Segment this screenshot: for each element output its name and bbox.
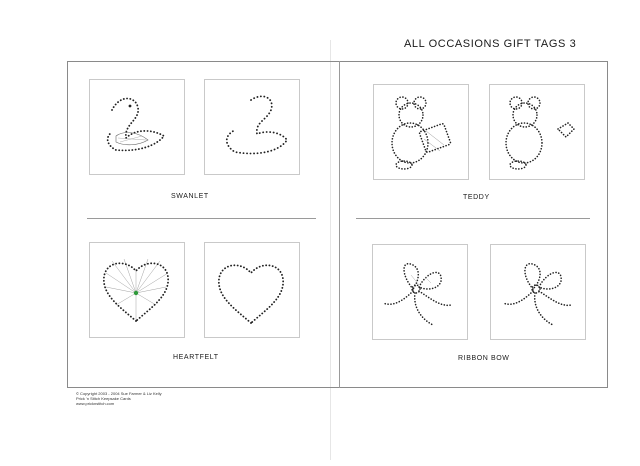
heartfelt-label: HEARTFELT bbox=[173, 354, 219, 361]
heart-stitched-icon bbox=[90, 243, 184, 337]
swanlet-outline-pattern bbox=[204, 79, 300, 175]
ribbon-bow-outline-pattern bbox=[490, 244, 586, 340]
right-horizontal-divider bbox=[356, 218, 590, 219]
heartfelt-stitched-pattern bbox=[89, 242, 185, 338]
copyright-text: © Copyright 2003 - 2004 Sue Farmer & Liz Kelly bbox=[76, 391, 162, 396]
vertical-divider bbox=[339, 61, 340, 388]
website-link[interactable]: www.pricknstitch.com bbox=[76, 401, 115, 406]
left-horizontal-divider bbox=[87, 218, 316, 219]
page-title: ALL OCCASIONS GIFT TAGS 3 bbox=[404, 38, 577, 50]
teddy-stitched-pattern bbox=[373, 84, 469, 180]
ribbon-bow-label: RIBBON BOW bbox=[458, 355, 510, 362]
swanlet-label: SWANLET bbox=[171, 193, 209, 200]
teddy-outline-pattern bbox=[489, 84, 585, 180]
bow-outline-icon bbox=[491, 245, 585, 339]
bow-stitched-icon bbox=[373, 245, 467, 339]
teddy-label: TEDDY bbox=[463, 194, 490, 201]
swan-outline-icon bbox=[205, 80, 299, 174]
ribbon-bow-stitched-pattern bbox=[372, 244, 468, 340]
copyright-footer bbox=[76, 391, 162, 406]
swan-stitched-icon bbox=[90, 80, 184, 174]
heart-outline-icon bbox=[205, 243, 299, 337]
teddy-stitched-icon bbox=[374, 85, 468, 179]
teddy-outline-icon bbox=[490, 85, 584, 179]
swanlet-stitched-pattern bbox=[89, 79, 185, 175]
brand-text: Prick 'n Stitch Keepsake Cards bbox=[76, 396, 131, 401]
heartfelt-outline-pattern bbox=[204, 242, 300, 338]
